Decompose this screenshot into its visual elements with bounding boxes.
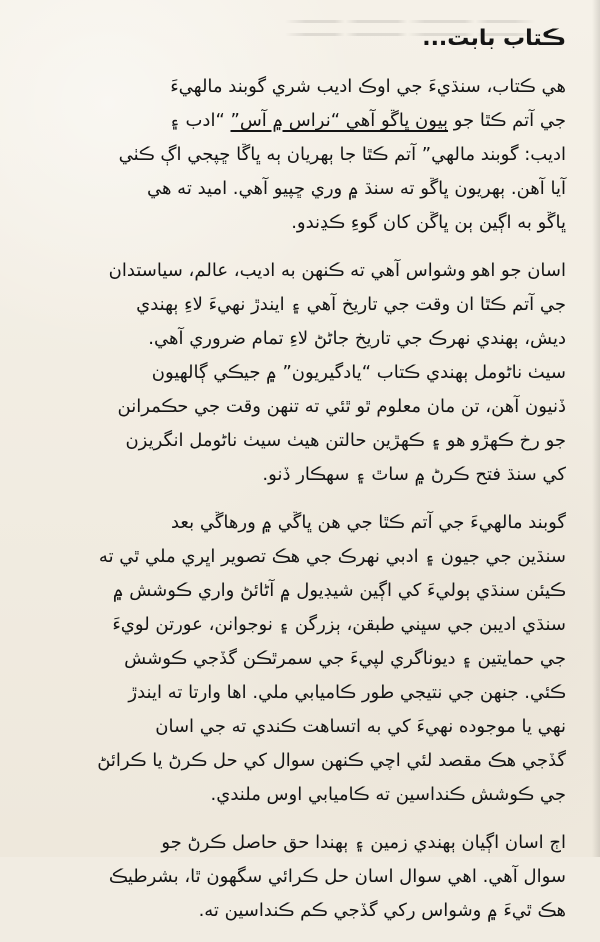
- underlined-text: ٻيون ڀاڱو آهي “نراس ۾ آس”: [230, 110, 449, 131]
- paragraph-line: نهي يا موجوده نهيءَ کي به اتساهت ڪندي ته جي اسان: [155, 716, 566, 737]
- line-segment: “ادب ۽: [169, 110, 231, 131]
- paragraph-line: سنڌي اديبن جي سڀني طبقن، ٻزرگن ۽ نوجوانن، عورتن لويءَ: [112, 614, 566, 635]
- paragraph-4: [34, 826, 566, 928]
- paragraph-line: هڪ ٿيءَ ۾ وشواس رکي گڏجي ڪم ڪنداسين ته.: [198, 900, 566, 921]
- paragraph-line: گڏجي هڪ مقصد لئي اچي ڪنهن سوال کي حل ڪرڻ يا ڪرائڻ: [97, 750, 566, 771]
- paragraph-3: [34, 506, 566, 812]
- paragraph-line: اسان جو اهو وشواس آهي ته ڪنهن به اديب، عالم، سياستدان: [108, 260, 566, 281]
- paragraph-line: آيا آهن. ٻهريون ڀاڱو ته سنڌ ۾ وري ڇپيو آهي. اميد ته هي: [146, 178, 566, 199]
- paragraph-line: جي آتم ڪٿا ان وقت جي تاريخ آهي ۽ ايندڙ نهيءَ لاءِ ٻهندي: [136, 294, 566, 315]
- paragraph-line: کي سنڌ فتح ڪرڻ ۾ ساٿ ۽ سهڪار ڏنو.: [262, 464, 566, 485]
- paragraph-line: سوال آهي. اهي سوال اسان حل ڪرائي سگهون ٿا، بشرطيڪ: [108, 866, 566, 887]
- line-segment: جي آتم ڪٿا جو: [448, 110, 566, 131]
- paragraph-line: اديب: گوبند مالهي” آتم ڪٿا جا ٻهريان ٻه ڀاڱا ڇپجي اڳ ڪٺي: [118, 144, 566, 165]
- paragraph-2: [34, 254, 566, 492]
- paragraph-line: گوبند مالهيءَ جي آتم ڪٿا جي هن ڀاڱي ۾ ورهاڱي بعد: [170, 512, 566, 533]
- paragraph-1: [34, 70, 566, 240]
- paragraph-line: [34, 104, 566, 138]
- page-edge-shadow: [592, 0, 600, 857]
- paragraph-line: جو رخ ڪهڙو هو ۽ ڪهڙين حالتن هيٺ سيٺ ناڻومل انگريزن: [125, 430, 566, 451]
- paragraph-line: ڪئي. جنهن جي نتيجي طور ڪاميابي ملي. اها وارتا ته ايندڙ: [128, 682, 566, 703]
- book-content: [34, 24, 566, 942]
- paragraph-line: سنڌين جي جيون ۽ ادبي نهرڪ جي هڪ تصوير اڀري ملي ٿي ته: [98, 546, 566, 567]
- paragraph-line: هي ڪتاب، سنڌيءَ جي اوڪ اديب شري گوبند مالهيءَ: [170, 76, 566, 97]
- paragraph-line: ڀاڱو به اڳين ٻن ڀاڱن کان گوءِ ڪڍندو.: [291, 212, 566, 233]
- paragraph-line: جي ڪوشش ڪنداسين ته ڪاميابي اوس ملندي.: [210, 784, 566, 805]
- paragraph-line: ديش، ٻهندي نهرڪ جي تاريخ جاڻڻ لاءِ تمام ضروري آهي.: [148, 328, 566, 349]
- show-through-line: [285, 20, 535, 23]
- paragraph-line: سيٺ ناڻومل ٻهندي ڪتاب “يادگيريون” ۾ جيڪي ڳالهيون: [151, 362, 566, 383]
- paragraph-line: ڏنيون آهن، تن مان معلوم ٿو ٿئي ته تنهن وقت جي حڪمرانن: [117, 396, 566, 417]
- paragraph-line: جي حمايتين ۽ ديوناگري لپيءَ جي سمرٿڪن گڏجي ڪوشش: [124, 648, 566, 669]
- paragraph-line: ڪيئن سنڌي ٻوليءَ کي اڳين شيڊيول ۾ آڻائڻ واري ڪوشش ۾: [112, 580, 566, 601]
- paragraph-line: اڄ اسان اڳيان ٻهندي زمين ۽ ٻهندا حق حاصل ڪرڻ جو: [161, 832, 566, 853]
- page-title: ڪتاب بابت...: [422, 26, 566, 51]
